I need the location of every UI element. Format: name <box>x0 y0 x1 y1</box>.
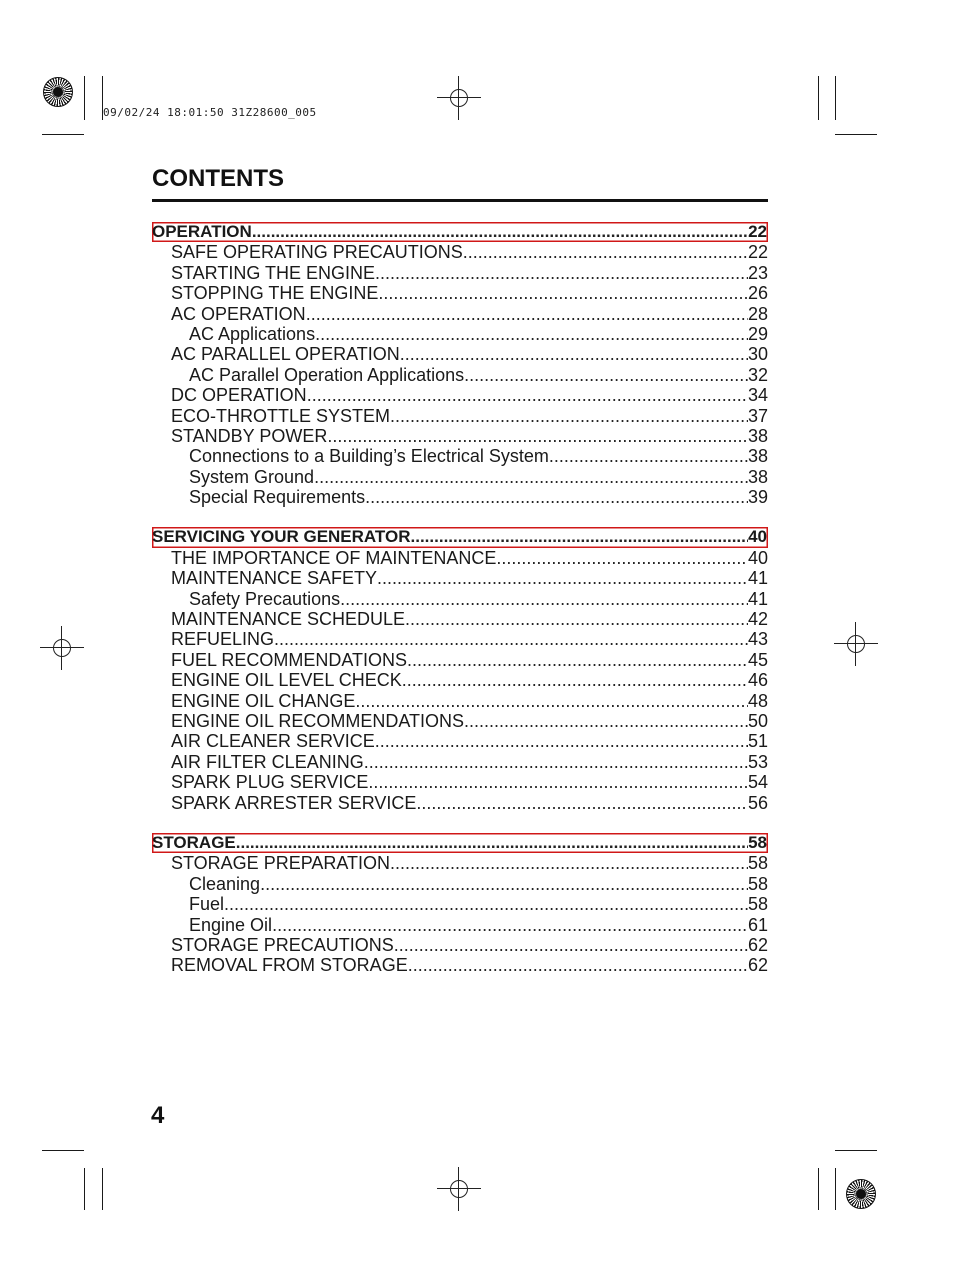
crop-line <box>84 76 85 120</box>
dot-leader <box>463 242 748 262</box>
toc-entry <box>152 263 768 283</box>
toc-entry-title: ENGINE OIL RECOMMENDATIONS <box>171 710 465 731</box>
toc-entry-title: REMOVAL FROM STORAGE <box>171 955 408 976</box>
toc-entry-title: STORAGE PREPARATION <box>171 853 391 874</box>
dot-leader <box>368 772 748 792</box>
dot-leader <box>400 344 748 364</box>
toc-entry-page: 51 <box>747 731 768 752</box>
toc-entry-title: AIR FILTER CLEANING <box>171 751 364 772</box>
toc-entry <box>152 242 768 262</box>
dot-leader <box>375 263 748 283</box>
registration-crosshair-icon <box>834 622 878 666</box>
dot-leader <box>402 670 748 690</box>
toc-section-heading <box>152 527 768 547</box>
toc-entry <box>152 711 768 731</box>
crop-line <box>84 1168 85 1210</box>
section-gap <box>152 813 768 833</box>
toc-entry-title: SPARK PLUG SERVICE <box>171 772 369 793</box>
dot-leader <box>236 833 748 853</box>
toc-entry-title: AC Applications <box>189 323 316 344</box>
toc-entry-page: 42 <box>747 609 768 630</box>
toc-section-heading <box>152 222 768 242</box>
registration-crosshair-icon <box>437 1167 481 1211</box>
registration-target-icon <box>43 77 73 107</box>
toc-entry-page: 41 <box>747 568 768 589</box>
section-gap <box>152 507 768 527</box>
registration-target-icon <box>846 1179 876 1209</box>
dot-leader <box>405 609 748 629</box>
toc-entry <box>152 406 768 426</box>
toc-entry <box>152 426 768 446</box>
dot-leader <box>377 568 748 588</box>
toc-entry <box>152 731 768 751</box>
dot-leader <box>355 691 748 711</box>
toc-entry-page: 26 <box>747 283 768 304</box>
toc-entry-title: THE IMPORTANCE OF MAINTENANCE <box>171 547 497 568</box>
toc-entry-title: STARTING THE ENGINE <box>171 262 376 283</box>
toc-entry-title: STORAGE PRECAUTIONS <box>171 934 394 955</box>
dot-leader <box>408 955 748 975</box>
dot-leader <box>315 324 748 344</box>
toc-subentry <box>152 915 768 935</box>
dot-leader <box>327 426 748 446</box>
registration-crosshair-icon <box>437 76 481 120</box>
crop-line <box>835 76 836 120</box>
crop-line <box>818 76 819 120</box>
dot-leader <box>252 222 748 242</box>
crop-line <box>818 1168 819 1210</box>
toc-entry-page: 29 <box>747 323 768 344</box>
toc-entry-title: AC OPERATION <box>171 303 306 324</box>
toc-entry-title: AC Parallel Operation Applications <box>189 364 465 385</box>
toc-entry-title: Engine Oil <box>189 914 273 935</box>
toc-entry-title: STOPPING THE ENGINE <box>171 283 379 304</box>
toc-entry <box>152 650 768 670</box>
toc-entry-title: OPERATION <box>152 222 252 241</box>
toc-entry-page: 61 <box>747 914 768 935</box>
toc-entry-title: Fuel <box>189 894 225 915</box>
toc-entry-page: 22 <box>748 222 767 241</box>
dot-leader <box>464 365 748 385</box>
toc-entry <box>152 283 768 303</box>
dot-leader <box>306 304 748 324</box>
toc-entry-page: 40 <box>747 547 768 568</box>
toc-entry <box>152 853 768 873</box>
crop-line <box>102 1168 103 1210</box>
toc-entry-page: 41 <box>747 588 768 609</box>
toc-entry-page: 37 <box>747 405 768 426</box>
toc-entry-page: 58 <box>748 832 767 852</box>
registration-crosshair-icon <box>40 626 84 670</box>
toc-entry-page: 58 <box>747 853 768 874</box>
toc-entry <box>152 670 768 690</box>
toc-subentry <box>152 487 768 507</box>
toc-entry-page: 38 <box>747 446 768 467</box>
toc-entry <box>152 609 768 629</box>
toc-entry-page: 28 <box>747 303 768 324</box>
dot-leader <box>390 406 748 426</box>
toc-entry-page: 62 <box>747 955 768 976</box>
toc-section-heading <box>152 833 768 853</box>
dot-leader <box>274 629 748 649</box>
toc-entry-title: AIR CLEANER SERVICE <box>171 731 375 752</box>
toc-entry-page: 32 <box>747 364 768 385</box>
crop-line <box>835 134 877 135</box>
toc-entry-page: 43 <box>747 629 768 650</box>
toc-entry-page: 46 <box>747 670 768 691</box>
dot-leader <box>378 283 748 303</box>
toc-subentry <box>152 446 768 466</box>
toc-entry-title: REFUELING <box>171 629 275 650</box>
toc-entry <box>152 752 768 772</box>
dot-leader <box>314 467 748 487</box>
toc-entry <box>152 772 768 792</box>
toc-entry-page: 38 <box>747 466 768 487</box>
toc-subentry <box>152 589 768 609</box>
crop-line <box>42 134 84 135</box>
toc-entry-title: Connections to a Building’s Electrical System <box>189 446 549 467</box>
toc-entry-page: 56 <box>747 792 768 813</box>
toc-entry <box>152 629 768 649</box>
toc-entry-title: MAINTENANCE SAFETY <box>171 568 378 589</box>
toc-entry <box>152 568 768 588</box>
toc-entry <box>152 344 768 364</box>
crop-line <box>835 1150 877 1151</box>
toc-entry-title: ENGINE OIL LEVEL CHECK <box>171 670 402 691</box>
crop-line <box>42 1150 84 1151</box>
page-number: 4 <box>151 1102 165 1129</box>
dot-leader <box>549 446 748 466</box>
toc-entry-title: System Ground <box>189 466 315 487</box>
toc-entry-title: Special Requirements <box>189 487 366 508</box>
dot-leader <box>365 487 748 507</box>
toc-entry-page: 58 <box>747 894 768 915</box>
toc-entry-page: 48 <box>747 690 768 711</box>
dot-leader <box>390 853 748 873</box>
toc-entry <box>152 793 768 813</box>
page-title: CONTENTS <box>152 165 284 192</box>
dot-leader <box>272 915 748 935</box>
toc-entry-title: STANDBY POWER <box>171 425 328 446</box>
toc-entry <box>152 304 768 324</box>
toc-entry <box>152 955 768 975</box>
toc-entry-page: 53 <box>747 751 768 772</box>
toc-entry-title: FUEL RECOMMENDATIONS <box>171 649 408 670</box>
toc-entry-page: 39 <box>747 487 768 508</box>
toc-entry-title: SERVICING YOUR GENERATOR <box>152 527 411 547</box>
print-slug: 09/02/24 18:01:50 31Z28600_005 <box>103 106 317 119</box>
crop-line <box>835 1168 836 1210</box>
toc-entry-title: SPARK ARRESTER SERVICE <box>171 792 417 813</box>
toc-entry <box>152 935 768 955</box>
dot-leader <box>224 894 748 914</box>
toc-subentry <box>152 324 768 344</box>
toc-entry <box>152 548 768 568</box>
dot-leader <box>411 527 749 547</box>
dot-leader <box>340 589 748 609</box>
dot-leader <box>307 385 748 405</box>
toc-subentry <box>152 467 768 487</box>
toc-entry-page: 40 <box>748 527 767 547</box>
toc-entry-page: 62 <box>747 934 768 955</box>
toc-entry <box>152 385 768 405</box>
dot-leader <box>364 752 748 772</box>
toc-entry-page: 23 <box>747 262 768 283</box>
toc-entry-page: 38 <box>747 425 768 446</box>
dot-leader <box>375 731 748 751</box>
title-rule <box>152 199 768 202</box>
toc-entry-title: SAFE OPERATING PRECAUTIONS <box>171 242 463 263</box>
toc-entry <box>152 691 768 711</box>
toc-entry-title: ENGINE OIL CHANGE <box>171 690 356 711</box>
dot-leader <box>416 793 748 813</box>
toc-entry-page: 30 <box>747 344 768 365</box>
dot-leader <box>464 711 748 731</box>
toc-entry-title: DC OPERATION <box>171 385 307 406</box>
toc-entry-page: 58 <box>747 873 768 894</box>
dot-leader <box>260 874 748 894</box>
dot-leader <box>394 935 748 955</box>
toc-entry-page: 45 <box>747 649 768 670</box>
dot-leader <box>407 650 748 670</box>
toc-entry-title: Cleaning <box>189 873 261 894</box>
dot-leader <box>496 548 748 568</box>
toc-subentry <box>152 365 768 385</box>
table-of-contents <box>152 222 768 976</box>
toc-entry-page: 22 <box>747 242 768 263</box>
toc-entry-title: STORAGE <box>152 832 236 852</box>
toc-entry-title: Safety Precautions <box>189 588 341 609</box>
toc-entry-page: 50 <box>747 710 768 731</box>
toc-subentry <box>152 874 768 894</box>
toc-entry-page: 34 <box>747 385 768 406</box>
toc-entry-title: ECO-THROTTLE SYSTEM <box>171 405 391 426</box>
toc-entry-title: MAINTENANCE SCHEDULE <box>171 609 406 630</box>
toc-subentry <box>152 894 768 914</box>
toc-entry-page: 54 <box>747 772 768 793</box>
toc-entry-title: AC PARALLEL OPERATION <box>171 344 400 365</box>
